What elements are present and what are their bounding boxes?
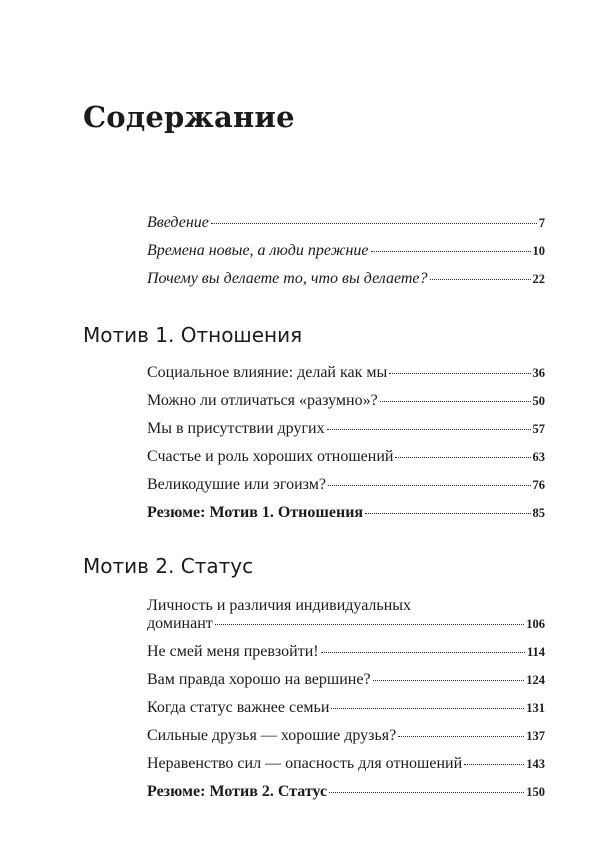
- dot-leader: [327, 429, 531, 430]
- toc-page-number: 63: [532, 450, 545, 464]
- toc-page-number: 106: [526, 617, 545, 631]
- toc-entry[interactable]: [147, 727, 545, 755]
- toc-entry-title: Сильные друзья — хорошие друзья?: [147, 727, 397, 744]
- toc-page-number: 76: [532, 478, 545, 492]
- toc-page-number: 137: [526, 729, 545, 743]
- toc-page-number: 36: [532, 366, 545, 380]
- toc-page-number: 50: [532, 394, 545, 408]
- section-1-list: [147, 364, 545, 532]
- toc-entry-title: Неравенство сил — опасность для отношений: [147, 755, 463, 772]
- toc-entry-title: Счастье и роль хороших отношений: [147, 448, 394, 465]
- dot-leader: [215, 624, 525, 625]
- dot-leader: [371, 251, 531, 252]
- toc-entry[interactable]: [147, 597, 545, 633]
- toc-page-number: 7: [538, 216, 545, 230]
- toc-entry[interactable]: [147, 755, 545, 783]
- toc-entry[interactable]: [147, 214, 545, 242]
- dot-leader: [430, 279, 531, 280]
- toc-entry-title-continued: доминант: [147, 615, 213, 632]
- toc-entry[interactable]: [147, 699, 545, 727]
- toc-entry-title: Можно ли отличаться «разумно»?: [147, 392, 378, 409]
- toc-entry-title: Когда статус важнее семьи: [147, 699, 330, 716]
- dot-leader: [398, 736, 524, 737]
- dot-leader: [328, 485, 531, 486]
- toc-page-number: 22: [532, 272, 545, 286]
- section-heading: Мотив 2. Статус: [83, 554, 254, 578]
- toc-page-number: 57: [532, 422, 545, 436]
- toc-page-number: 143: [526, 757, 545, 771]
- toc-summary-entry[interactable]: [147, 783, 545, 811]
- dot-leader: [321, 652, 525, 653]
- toc-entry-title: Личность и различия индивидуальных: [147, 597, 412, 614]
- toc-entry[interactable]: [147, 448, 545, 476]
- page-title: Содержание: [83, 100, 295, 134]
- dot-leader: [211, 223, 537, 224]
- toc-page-number: 131: [526, 701, 545, 715]
- dot-leader: [380, 401, 531, 402]
- dot-leader: [395, 457, 530, 458]
- toc-entry[interactable]: [147, 420, 545, 448]
- toc-entry-title: Социальное влияние: делай как мы: [147, 364, 388, 381]
- dot-leader: [464, 764, 524, 765]
- toc-page-number: 114: [526, 645, 545, 659]
- dot-leader: [389, 373, 530, 374]
- toc-entry-title: Не смей меня превзойти!: [147, 643, 319, 660]
- toc-entry[interactable]: [147, 643, 545, 671]
- dot-leader: [373, 680, 525, 681]
- toc-entry-title: Времена новые, а люди прежние: [147, 242, 369, 259]
- section-heading: Мотив 1. Отношения: [83, 323, 303, 347]
- toc-entry[interactable]: [147, 392, 545, 420]
- intro-list: [147, 214, 545, 298]
- toc-entry-title: Великодушие или эгоизм?: [147, 476, 326, 493]
- toc-page-number: 85: [532, 506, 545, 520]
- toc-entry[interactable]: [147, 364, 545, 392]
- toc-summary-entry[interactable]: [147, 504, 545, 532]
- toc-page-number: 10: [532, 244, 545, 258]
- toc-entry-title: Резюме: Мотив 1. Отношения: [147, 504, 364, 521]
- toc-entry-title: Мы в присутствии других: [147, 420, 325, 437]
- dot-leader: [365, 513, 530, 514]
- dot-leader: [329, 792, 524, 793]
- toc-entry[interactable]: [147, 242, 545, 270]
- toc-page-number: 124: [526, 673, 545, 687]
- toc-entry[interactable]: [147, 476, 545, 504]
- toc-entry[interactable]: [147, 270, 545, 298]
- section-2-list: [147, 597, 545, 811]
- toc-entry-title: Введение: [147, 214, 209, 231]
- toc-entry-title: Вам правда хорошо на вершине?: [147, 671, 371, 688]
- toc-entry[interactable]: [147, 671, 545, 699]
- dot-leader: [331, 708, 524, 709]
- toc-entry-title: Почему вы делаете то, что вы делаете?: [147, 270, 428, 287]
- toc-entry-title: Резюме: Мотив 2. Статус: [147, 783, 328, 800]
- toc-page-number: 150: [526, 785, 545, 799]
